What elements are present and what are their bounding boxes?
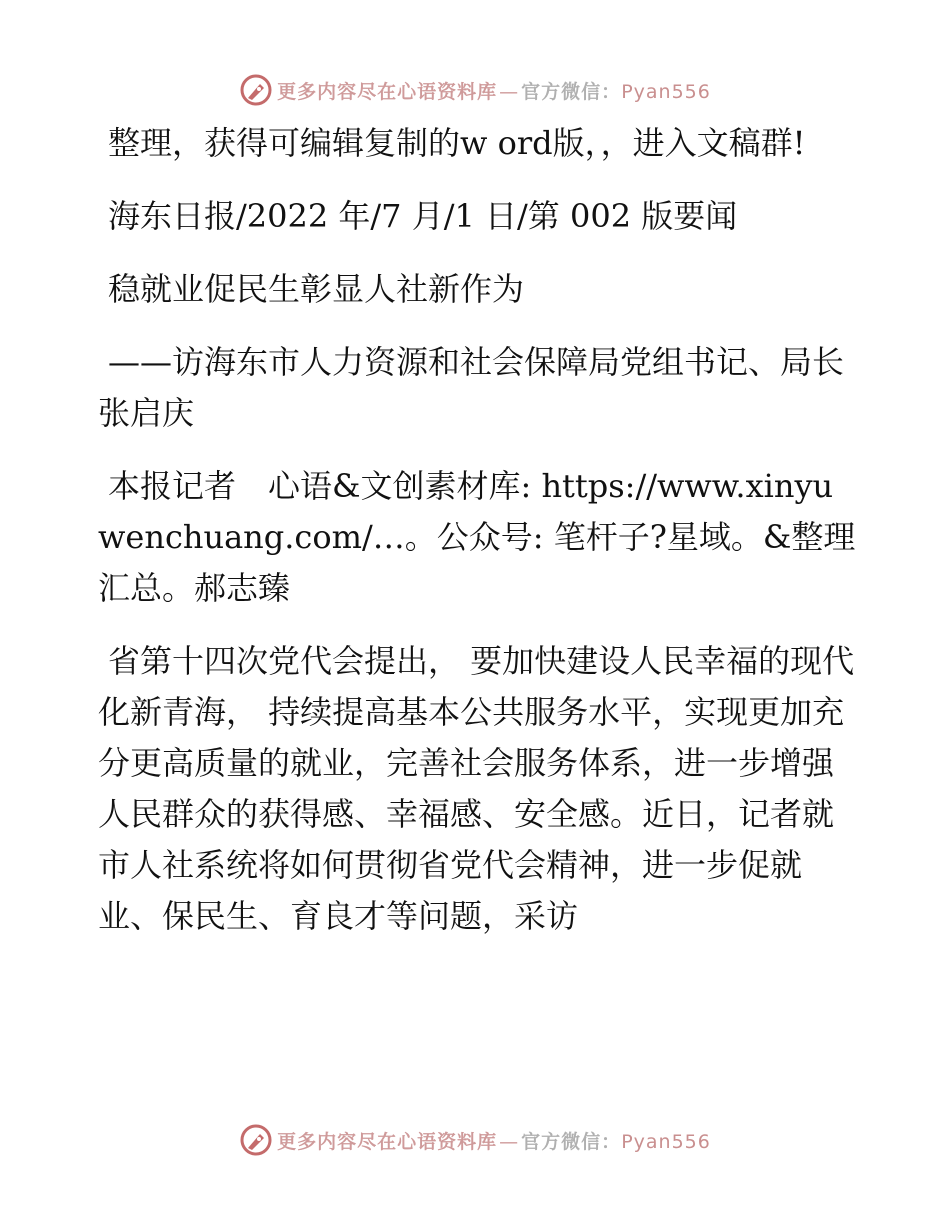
body-paragraph: 省第十四次党代会提出， 要加快建设人民幸福的现代化新青海， 持续提高基本公共服务水平，实现更加充分更高质量的就业，完善社会服务体系，进一步增强人民群众的获得感、幸福感、安全感。近日，记者就市人社系统将如何贯彻省党代会精神，进一步促就业、保民生、育良才等问题，采访 [98,642,855,935]
watermark-brand: 更多内容尽在心语资料库 [277,80,498,103]
header-watermark [0,70,950,110]
watermark-account: Pyan556 [621,80,711,103]
article-subtitle: ——访海东市人力资源和社会保障局党组书记、局长张启庆 [98,343,845,432]
watermark-wechat-label: 官方微信： [521,80,622,103]
pen-nib-logo-icon [239,1123,273,1157]
footer-watermark [0,1120,950,1160]
article-title: 稳就业促民生彰显人社新作为 [108,270,525,308]
watermark-text [277,77,711,104]
watermark-brand: 更多内容尽在心语资料库 [277,1130,498,1153]
watermark-dash: — [499,80,520,103]
intro-note: 整理，获得可编辑复制的w ord版，，进入文稿群! [108,124,806,162]
byline: 本报记者 心语&文创素材库: https://www.xinyuwenchuang.com/…。公众号: 笔杆子?星域。&整理汇总。郝志臻 [98,467,856,607]
watermark-wechat-label: 官方微信： [521,1130,622,1153]
watermark-dash: — [499,1130,520,1153]
watermark-account: Pyan556 [621,1130,711,1153]
watermark-text [277,1127,711,1154]
document-body [98,118,858,942]
pen-nib-logo-icon [239,73,273,107]
publication-line: 海东日报/2022 年/7 月/1 日/第 002 版要闻 [108,197,738,235]
